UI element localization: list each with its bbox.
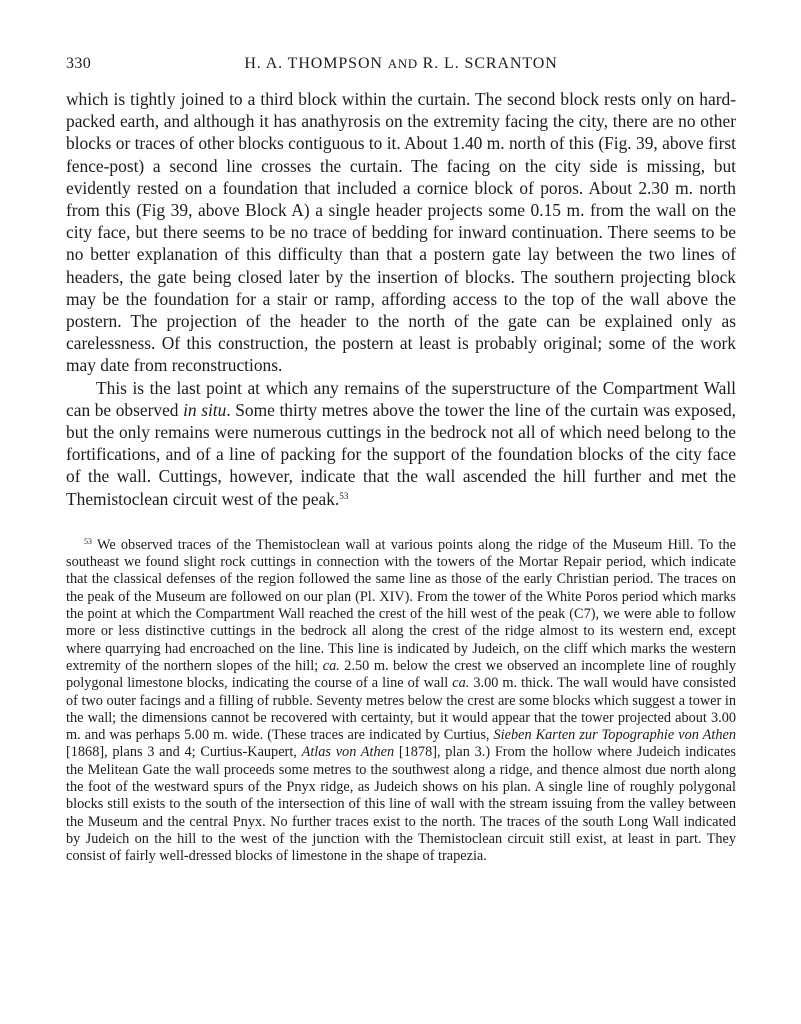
running-head [66,52,736,78]
footnote-text-3: 3.00 m. thick. The wall would have consisted of two outer facings and a filling of rubble. Seventy metres below the crest are some blocks which suggest a tower in the wall; the dimensions cannot be recovered with certainty, but it would appear that the tower projected about 3.00 m. and was perhaps 5.00 m. wide. (These traces are indicated by Curtius, [66,675,736,744]
footnote-text-1: We observed traces of the Themistoclean wall at various points along the ridge of the Museum Hill. To the southeast we found slight rock cuttings in connection with the towers of the Mortar Repair period, which indicate that the classical defenses of the region followed the same line as those of the early Christian period. The traces on the peak of the Museum are followed on our plan (Pl. XIV). From the tower of the White Poros period which marks the point at which the Compartment Wall reached the crest of the hill west of the peak (C7), we were able to follow more or less distinctive cuttings in the bedrock all along the crest of the ridge almost to its western end, except where quarrying had encroached on the line. This line is indicated by Judeich, on the cliff which marks the western extremity of the northern slopes of the hill; [66,536,736,674]
footnote-reference[interactable]: 53 [339,490,349,501]
author-conjunction: AND [387,56,418,71]
footnote-title-atlas: Atlas von Athen [301,744,395,761]
footnote-marker: 53 [84,536,92,546]
paragraph-2-italic-in-situ: in situ [183,399,227,420]
footnote-text-5: [1878], plan 3.) From the hollow where Judeich indicates the Melitean Gate the wall proceeds some metres to the southwest along a ridge, and thence almost due north along the foot of the westward spurs of the Pnyx ridge, as Judeich shows on his plan. A single line of roughly polygonal blocks still exists to the south of the intersection of this line of wall with the stream issuing from the valley between the Museum and the central Pnyx. No further traces exist to the north. The traces of the south Long Wall indicated by Judeich on the hill to the west of the junction with the Themistoclean circuit still exist, at least in part. They consist of fairly well-dressed blocks of limestone in the shape of trapezia. [66,744,736,865]
paragraph-2-text-b: . Some thirty metres above the tower the line of the curtain was exposed, but the only remains were numerous cuttings in the bedrock not all of which need belong to the fortifications, and of a line of packing for the support of the foundation blocks of the city face of the wall. Cuttings, however, indicate that the wall ascended the hill further and met the Themistoclean circuit west of the peak. [66,399,736,509]
footnote-ca-1: ca. [322,657,340,674]
footnote-text-2: 2.50 m. below the crest we observed an incomplete line of roughly polygonal limestone blocks, indicating the course of a line of wall [66,657,736,692]
footnote-53 [66,537,736,866]
author-1: H. A. THOMPSON [244,55,383,72]
page-number: 330 [66,55,92,72]
paragraph-2 [66,377,736,510]
journal-page [66,52,736,866]
footnote-ca-2: ca. [452,675,470,692]
footnote-text-4: [1868], plans 3 and 4; Curtius-Kaupert, [66,744,302,761]
author-2: R. L. SCRANTON [422,55,558,72]
main-text [66,88,736,510]
running-head-authors [66,55,736,73]
footnote-title-curtius: Sieben Karten zur Topographie von Athen [493,727,736,744]
paragraph-1: which is tightly joined to a third block within the curtain. The second block rests only on hard-packed earth, and although it has anathyrosis on the extremity facing the city, there are no other blocks or traces of other blocks contiguous to it. About 1.40 m. north of this (Fig. 39, above first fence-post) a second line crosses the curtain. The facing on the city side is missing, but evidently rested on a foundation that included a cornice block of poros. About 2.30 m. north from this (Fig 39, above Block A) a single header projects some 0.15 m. from the wall on the city face, but there seems to be no trace of bedding for inward continuation. There seems to be no better explanation of this difficulty than that a postern gate lay between the two lines of headers, the gate being closed later by the insertion of blocks. The southern projecting block may be the foundation for a stair or ramp, affording access to the top of the wall above the postern. The projection of the header to the north of the gate can be explained only as carelessness. Of this construction, the postern at least is probably original; some of the work may date from reconstructions. [66,89,736,376]
paragraph-2-text-a: This is the last point at which any remains of the superstructure of the Compartment Wall can be observed [66,377,736,420]
